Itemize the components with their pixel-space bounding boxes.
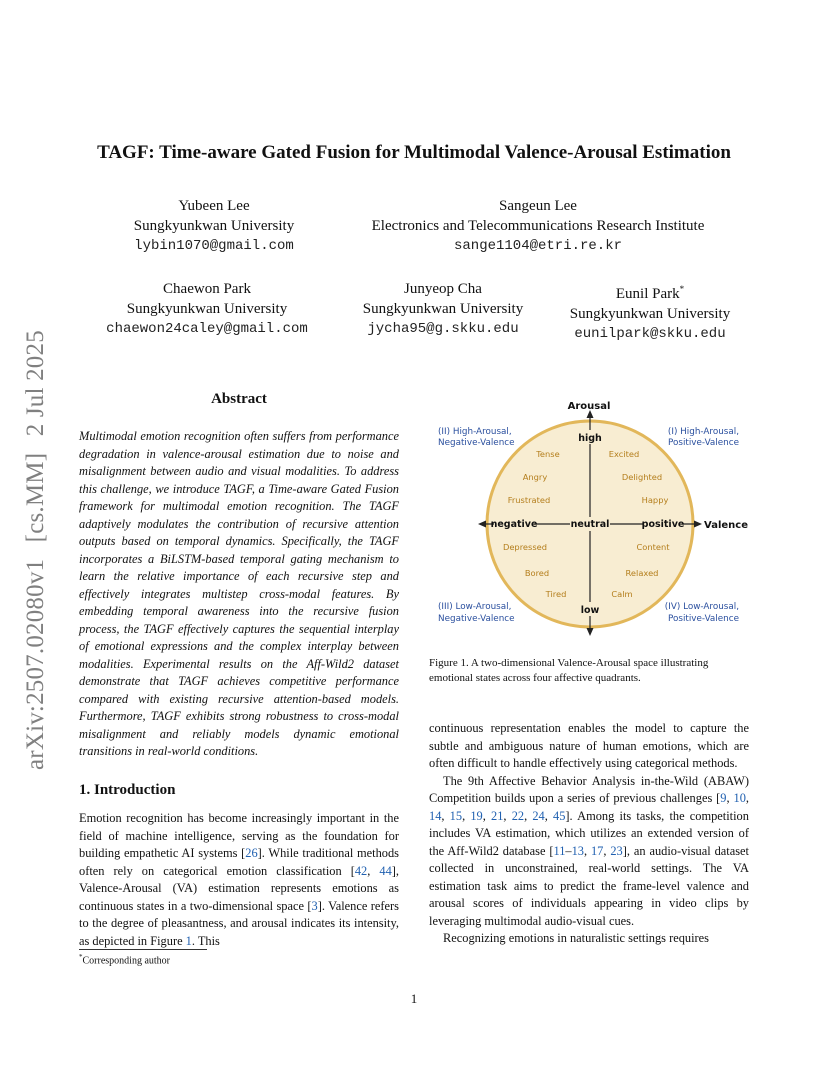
intro-text: ], Valence-Arousal (VA) estimation represents emotions as continuous states in a two-dimensional space [: [79, 863, 399, 913]
separator: ,: [584, 843, 591, 858]
arxiv-stamp: [22, 320, 50, 770]
range-dash: –: [565, 843, 572, 858]
author-block: [104, 196, 324, 256]
author-name: [555, 279, 745, 304]
abstract-text: Multimodal emotion recognition often suffers from performance degradation in valence-arousal estimation due to noise and misalignment between audio and visual modalities. To address this challenge, we introduce TAGF, a Time-aware Gated Fusion framework for multimodal emotion recognition. The TAGF adaptively modulates the contribution of recursive attention outputs based on temporal dynamics. Specifically, the TAGF incorporates a BiLSTM-based temporal gating mechanism to learn the relative importance of each recursive step and effectively integrates multistep cross-modal features. By embedding temporal awareness into the recursive fusion process, the TAGF effectively captures the sequential interplay of emotional expressions and the complex interplay between modalities. Experimental results on the Aff-Wild2 dataset demonstrate that TAGF achieves competitive performance compared with existing recursive attention-based models. Furthermore, TAGF exhibits strong robustness to cross-modal misalignment and reliably models dynamic emotional transitions in real-world conditions.: [79, 429, 399, 758]
figure-link[interactable]: 1: [185, 933, 192, 948]
footnote: [79, 953, 170, 966]
quadrant-3-line2: Negative-Valence: [438, 614, 515, 624]
intro-text: . This: [191, 933, 220, 948]
negative-label: negative: [490, 519, 538, 530]
arrow-left-icon: [478, 521, 486, 528]
citation-link[interactable]: 9: [720, 791, 727, 805]
high-label: high: [578, 433, 602, 444]
separator: ,: [603, 843, 611, 858]
author-email: lybin1070@gmail.com: [134, 238, 294, 254]
emotion-tense: Tense: [536, 449, 560, 459]
emotion-tired: Tired: [545, 589, 567, 599]
low-label: low: [580, 605, 600, 616]
emotion-depressed: Depressed: [502, 542, 548, 552]
author-affiliation: Electronics and Telecommunications Research Institute: [371, 218, 705, 234]
quadrant-4-line1: (IV) Low-Arousal,: [664, 602, 739, 612]
author-name: Junyeop Cha: [404, 281, 482, 297]
author-block: [330, 196, 746, 256]
author-block: [555, 279, 745, 344]
page-number: 1: [410, 991, 418, 1006]
author-name: Chaewon Park: [163, 281, 251, 297]
citation-link[interactable]: 45: [553, 808, 566, 823]
citation-link[interactable]: 23: [610, 843, 623, 858]
right-column: [429, 720, 749, 948]
neutral-label: neutral: [570, 519, 610, 530]
paragraph: continuous representation enables the model to capture the subtle and ambiguous nature of human emotions, which are often difficult to handle effectively using categorical methods.: [429, 721, 749, 770]
paragraph-text: ], an audio-visual dataset collected in unconstrained, real-world settings. The VA estimation task aims to predict the frame-level valence and arousal scores of individuals appearing in video clips by leveraging multimodal audio-visual cues.: [429, 843, 749, 928]
footnote-rule: [79, 949, 207, 950]
author-affiliation: Sungkyunkwan University: [569, 306, 731, 322]
emotion-frustrated: Frustrated: [507, 495, 551, 505]
author-name: Sangeun Lee: [499, 198, 577, 214]
emotion-excited: Excited: [608, 449, 640, 459]
arxiv-category: [cs.MM]: [22, 452, 49, 543]
paragraph: Recognizing emotions in naturalistic settings requires: [443, 931, 709, 945]
paragraph-text: The 9th Affective Behavior Analysis in-the-Wild (ABAW) Competition builds upon a series of previous challenges [: [429, 773, 749, 805]
citation-link[interactable]: 24: [532, 808, 545, 823]
arxiv-date: 2 Jul 2025: [22, 330, 49, 437]
emotion-happy: Happy: [641, 495, 669, 505]
paragraph: The 9th Affective Behavior Analysis in-the-Wild (ABAW) Competition builds upon a series of previous challenges [9, 10, 14, 15, 19, 21, 22, 24, 45]. Among its tasks, the competition includes VA estimation, which utilizes an extended version of the Aff-Wild2 database [11–13, 17, 23], an audio-visual dataset collected in unconstrained, real-world settings. The VA estimation task aims to predict the frame-level valence and arousal scores of individuals appearing in video clips by leveraging multimodal audio-visual cues.: [429, 773, 749, 928]
quadrant-4-line2: Positive-Valence: [668, 614, 739, 624]
citation-link[interactable]: 26: [245, 846, 258, 860]
quadrant-1-line2: Positive-Valence: [668, 438, 739, 448]
citation-link[interactable]: 44: [379, 863, 392, 878]
intro-text: Emotion recognition has become increasingly important in the field of machine intelligence, serving as the foundation for building empathetic AI systems [: [79, 811, 399, 860]
author-affiliation: Sungkyunkwan University: [362, 301, 524, 317]
quadrant-1-line1: (I) High-Arousal,: [667, 427, 739, 437]
arrow-down-icon: [587, 628, 594, 636]
intro-paragraph: [79, 810, 399, 950]
citation-link[interactable]: 10: [733, 791, 746, 805]
footnote-text: Corresponding author: [82, 955, 170, 967]
citation-link[interactable]: 22: [511, 808, 525, 823]
citation-link[interactable]: 14: [429, 808, 442, 823]
citation-link[interactable]: 19: [470, 808, 483, 823]
author-affiliation: Sungkyunkwan University: [126, 301, 288, 317]
valence-arousal-figure: [430, 396, 760, 636]
emotion-delighted: Delighted: [621, 472, 663, 482]
emotion-calm: Calm: [611, 589, 633, 599]
author-affiliation: Sungkyunkwan University: [133, 218, 295, 234]
citation-link[interactable]: 42: [354, 863, 368, 878]
quadrant-3-line1: (III) Low-Arousal,: [438, 602, 512, 612]
author-name-text: Eunil Park: [615, 286, 680, 302]
author-email: jycha95@g.skku.edu: [367, 321, 519, 337]
intro-text: ,: [367, 863, 380, 878]
intro-text: ]. While traditional methods often rely on categorical emotion classification [: [79, 846, 399, 878]
author-block: [345, 279, 541, 339]
abstract-heading: Abstract: [211, 391, 267, 407]
citation-link[interactable]: 3: [311, 898, 318, 913]
paper-title: TAGF: Time-aware Gated Fusion for Multimodal Valence-Arousal Estimation: [97, 142, 731, 163]
author-email: chaewon24caley@gmail.com: [106, 321, 308, 337]
intro-text: ]. Valence refers to the degree of pleasantness, and arousal indicates its intensity, as depicted in Figure: [79, 898, 399, 948]
emotion-angry: Angry: [522, 472, 548, 482]
quadrant-2-line2: Negative-Valence: [438, 438, 515, 448]
emotion-content: Content: [636, 542, 670, 552]
citation-link[interactable]: 17: [590, 843, 604, 858]
citation-link[interactable]: 13: [571, 843, 584, 858]
author-email: eunilpark@skku.edu: [574, 326, 726, 342]
arxiv-id: arXiv:2507.02080v1: [22, 558, 49, 770]
footnote-mark: *: [79, 953, 83, 961]
figure-caption: Figure 1. A two-dimensional Valence-Arousal space illustrating emotional states across four affective quadrants.: [429, 657, 709, 684]
author-block: [84, 279, 330, 339]
citation-link[interactable]: 15: [449, 808, 463, 823]
citation-link[interactable]: 21: [491, 808, 504, 823]
valence-axis-label: Valence: [704, 520, 748, 531]
emotion-bored: Bored: [524, 568, 550, 578]
citation-link[interactable]: 11: [553, 843, 566, 858]
arrow-right-icon: [694, 521, 702, 528]
paragraph-text: ]. Among its tasks, the competition includes VA estimation, which utilizes an extended version of the Aff-Wild2 database [: [429, 808, 749, 858]
arousal-axis-label: Arousal: [567, 401, 611, 412]
positive-label: positive: [641, 519, 685, 530]
section-heading: 1. Introduction: [79, 782, 176, 798]
emotion-relaxed: Relaxed: [625, 568, 659, 578]
author-email: sange1104@etri.re.kr: [453, 238, 623, 254]
quadrant-2-line1: (II) High-Arousal,: [438, 427, 512, 437]
corresponding-mark: *: [679, 284, 685, 294]
author-name: Yubeen Lee: [178, 198, 250, 214]
